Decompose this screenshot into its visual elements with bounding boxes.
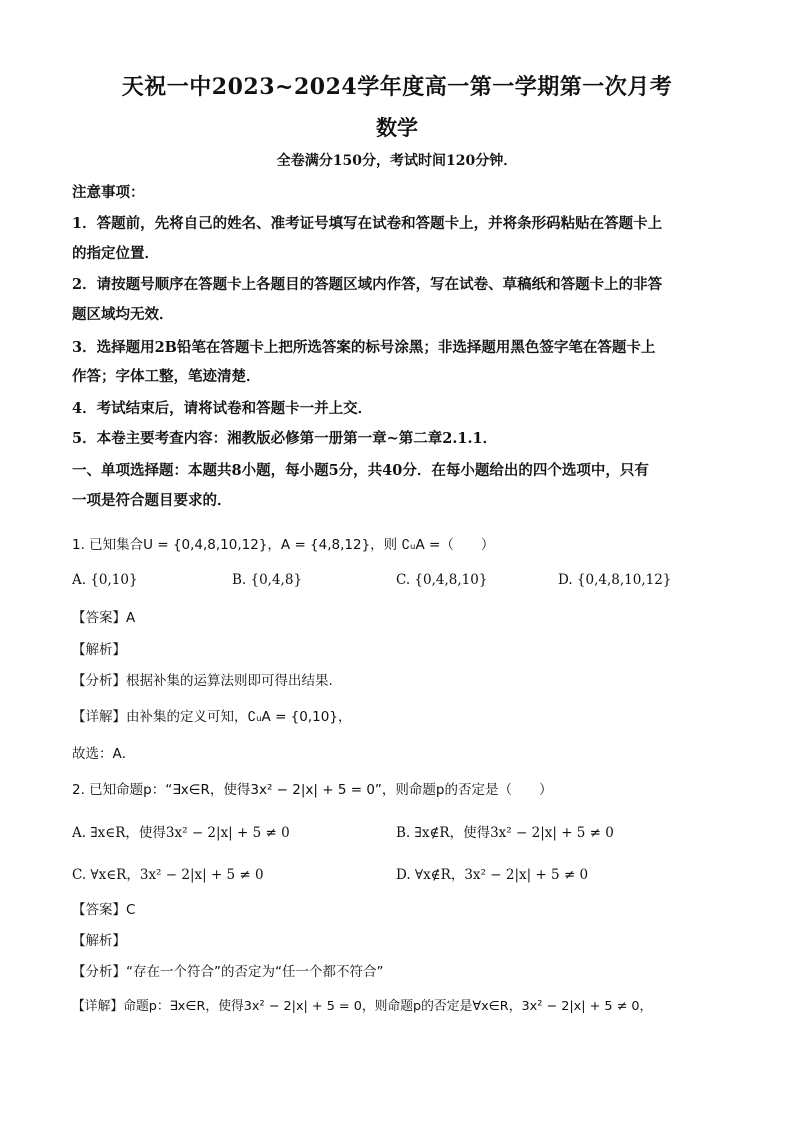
q2-option-d: D. ∀x∉R，3x² − 2|x| + 5 ≠ 0 bbox=[396, 867, 589, 883]
notice-item-5: 5．本卷主要考查内容：湘教版必修第一册第一章~第二章2.1.1． bbox=[72, 430, 498, 447]
notice-item-2a: 2．请按题号顺序在答题卡上各题目的答题区域内作答，写在试卷、草稿纸和答题卡上的非答 bbox=[72, 276, 663, 293]
q1-answer: 【答案】A bbox=[72, 610, 136, 626]
q1-fenxi: 【分析】根据补集的运算法则即可得出结果. bbox=[72, 673, 333, 689]
q2-fenxi: 【分析】“存在一个符合”的否定为“任一个都不符合” bbox=[72, 964, 384, 980]
notice-item-2b: 题区域均无效． bbox=[72, 306, 174, 323]
notice-item-1b: 的指定位置． bbox=[72, 245, 159, 262]
q1-option-b: B. {0,4,8} bbox=[232, 572, 303, 588]
q1-stem: 1. 已知集合U = {0,4,8,10,12}，A = {4,8,12}，则 ∁ᵤA =（ ） bbox=[72, 537, 495, 553]
notice-item-1a: 1．答题前，先将自己的姓名、准考证号填写在试卷和答题卡上，并将条形码粘贴在答题卡上 bbox=[72, 215, 663, 232]
notice-item-4: 4．考试结束后，请将试卷和答题卡一并上交． bbox=[72, 400, 373, 417]
q1-option-c: C. {0,4,8,10} bbox=[396, 572, 488, 588]
q1-analysis-label: 【解析】 bbox=[72, 642, 126, 658]
notice-heading: 注意事项： bbox=[72, 184, 145, 201]
q2-analysis-label: 【解析】 bbox=[72, 933, 126, 949]
notice-item-3a: 3．选择题用2B铅笔在答题卡上把所选答案的标号涂黑；非选择题用黑色签字笔在答题卡上 bbox=[72, 339, 656, 356]
q2-detail: 【详解】命题p：∃x∈R，使得3x² − 2|x| + 5 = 0，则命题p的否定是∀x∈R，3x² − 2|x| + 5 ≠ 0， bbox=[72, 999, 653, 1014]
exam-title: 天祝一中2023~2024学年度高一第一学期第一次月考 bbox=[121, 74, 673, 100]
q2-stem: 2. 已知命题p：“∃x∈R，使得3x² − 2|x| + 5 = 0”，则命题p的否定是（ ） bbox=[72, 782, 553, 798]
score-time-line: 全卷满分150分，考试时间120分钟． bbox=[276, 153, 518, 169]
q1-choose: 故选：A． bbox=[72, 746, 136, 762]
section-heading-line2: 一项是符合题目要求的． bbox=[72, 492, 232, 509]
q2-option-b: B. ∃x∉R，使得3x² − 2|x| + 5 ≠ 0 bbox=[396, 825, 614, 841]
q2-option-c: C. ∀x∈R，3x² − 2|x| + 5 ≠ 0 bbox=[72, 867, 264, 883]
q1-option-d: D. {0,4,8,10,12} bbox=[558, 572, 672, 588]
notice-item-3b: 作答；字体工整，笔迹清楚． bbox=[72, 368, 261, 385]
q2-answer: 【答案】C bbox=[72, 902, 136, 918]
q1-option-a: A. {0,10} bbox=[72, 572, 138, 588]
q1-detail: 【详解】由补集的定义可知，∁ᵤA = {0,10}， bbox=[72, 709, 352, 725]
subject-title: 数学 bbox=[376, 115, 418, 140]
q2-option-a: A. ∃x∈R，使得3x² − 2|x| + 5 ≠ 0 bbox=[72, 825, 290, 841]
section-heading-line1: 一、单项选择题：本题共8小题，每小题5分，共40分．在每小题给出的四个选项中，只有 bbox=[72, 462, 649, 479]
